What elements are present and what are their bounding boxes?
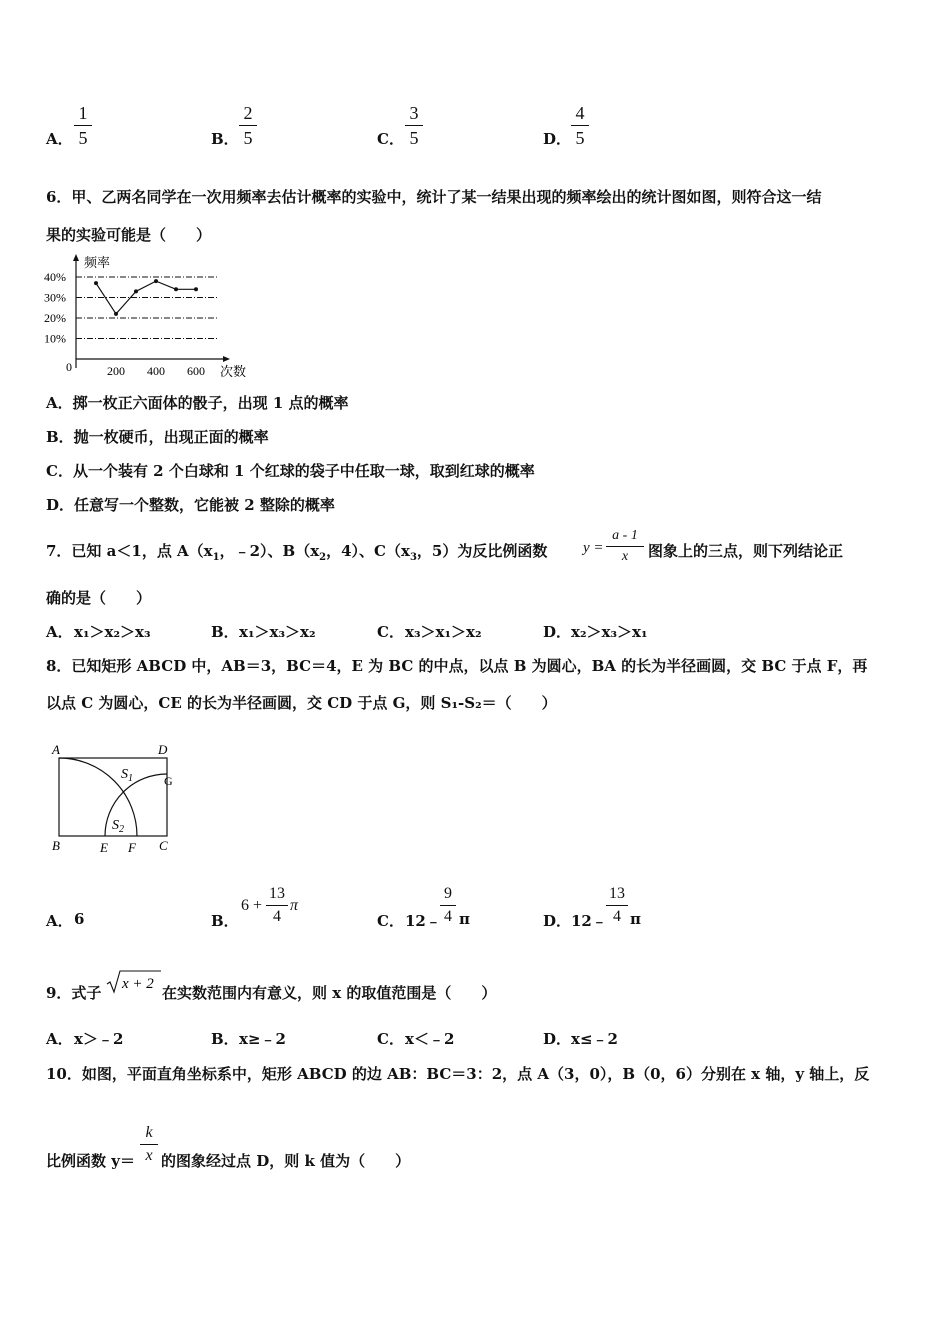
q7-function-y: y = <box>583 540 604 556</box>
q10-line2-pre: 比例函数 y＝ <box>46 1152 135 1170</box>
label-g: G <box>164 774 173 788</box>
q7-sub1: 1 <box>212 552 220 563</box>
denominator: 5 <box>409 128 419 148</box>
q7-option-a: x₁＞x₂＞x₃ <box>74 623 151 641</box>
q10-fraction <box>140 1124 158 1165</box>
q8-option-b-pre: 6 + <box>241 897 263 914</box>
q7-text-mid1: ，﹣2）、B（x <box>219 542 320 560</box>
q9-option-b: x≥﹣2 <box>239 1030 286 1048</box>
q7-sub3: 3 <box>409 552 417 563</box>
q8-option-c-fraction <box>440 885 456 926</box>
q8-option-c-pi: π <box>459 910 470 928</box>
y-tick-label: 30% <box>44 290 66 305</box>
q5-option-d-fraction <box>571 103 589 148</box>
q8-question-line1: 8．已知矩形 ABCD 中，AB＝3，BC＝4，E 为 BC 的中点，以点 B 为圆心，BA 的长为半径画圆，交 BC 于点 F，再 <box>46 657 868 675</box>
q7-option-c-letter: C． <box>377 623 404 641</box>
q7-function-fraction <box>606 528 644 565</box>
numerator: k <box>145 1124 153 1141</box>
y-axis-arrow <box>73 254 79 261</box>
q5-option-a-fraction <box>74 103 92 148</box>
x-axis-label: 次数 <box>220 364 247 379</box>
q7-text-mid3: ，5）为反比例函数 <box>416 542 548 560</box>
denominator: 4 <box>613 908 621 925</box>
q10-line2-post: 的图象经过点 D，则 k 值为（ ） <box>161 1152 411 1170</box>
q8-question-line2: 以点 C 为圆心，CE 的长为半径画圆，交 CD 于点 G，则 S₁-S₂＝（ ） <box>46 694 557 712</box>
q8-option-b-pi: π <box>290 897 299 914</box>
q6-question-line1: 6．甲、乙两名同学在一次用频率去估计概率的实验中，统计了某一结果出现的频率绘出的统计图如图，则符合这一结 <box>46 188 822 206</box>
denominator: 5 <box>575 128 585 148</box>
denominator: x <box>621 549 629 564</box>
q8-option-a-letter: A． <box>46 912 73 930</box>
numerator: 1 <box>78 103 88 123</box>
q9-option-b-letter: B． <box>211 1030 239 1048</box>
label-s2: $S_2$ <box>112 818 124 835</box>
q9-option-c: x＜﹣2 <box>405 1030 455 1048</box>
denominator: 4 <box>444 908 452 925</box>
data-point <box>94 281 98 285</box>
data-point <box>154 279 158 283</box>
y-tick-label: 20% <box>44 311 66 325</box>
denominator: 5 <box>78 128 88 148</box>
denominator: x <box>145 1147 153 1164</box>
q9-text-pre: 9．式子 <box>46 984 102 1002</box>
q7-question-line2: 确的是（ ） <box>46 589 152 607</box>
q8-option-b-letter: B． <box>211 912 239 930</box>
q6-option-b: B．抛一枚硬币，出现正面的概率 <box>46 428 269 446</box>
denominator: 4 <box>273 908 281 925</box>
q7-sub2: 2 <box>319 552 327 563</box>
label-a: A <box>52 742 60 757</box>
q7-option-c: x₃＞x₁＞x₂ <box>405 623 482 641</box>
x-tick-label: 400 <box>147 364 165 378</box>
q6-question-line2: 果的实验可能是（ ） <box>46 226 212 244</box>
q9-option-d: x≤﹣2 <box>571 1030 618 1048</box>
label-c: C <box>159 838 168 853</box>
numerator: 4 <box>575 103 585 123</box>
q6-option-c: C．从一个装有 2 个白球和 1 个红球的袋子中任取一球，取到红球的概率 <box>46 462 535 480</box>
q8-option-c-letter: C． <box>377 912 404 930</box>
numerator: 13 <box>269 885 285 902</box>
q7-text-mid2: ，4）、C（x <box>326 542 410 560</box>
data-point <box>134 289 138 293</box>
q6-option-d: D．任意写一个整数，它能被 2 整除的概率 <box>46 496 335 514</box>
q8-option-d-letter: D． <box>543 912 572 930</box>
label-s1: $S_1$ <box>121 767 133 784</box>
label-e: E <box>100 840 108 855</box>
q9-option-a-letter: A． <box>46 1030 73 1048</box>
y-tick-label: 10% <box>44 331 66 346</box>
q8-option-a: 6 <box>74 910 85 928</box>
denominator: 5 <box>243 128 253 148</box>
q5-option-c-letter: C． <box>377 130 404 148</box>
q9-text-post: 在实数范围内有意义，则 x 的取值范围是（ ） <box>162 984 497 1002</box>
q8-option-d-pi: π <box>630 910 641 928</box>
rectangle-figure <box>46 740 186 858</box>
data-point <box>174 287 178 291</box>
label-b: B <box>52 838 60 853</box>
q9-option-d-letter: D． <box>543 1030 572 1048</box>
frequency-chart <box>40 252 260 380</box>
numerator: a - 1 <box>612 528 638 543</box>
numerator: 3 <box>409 103 419 123</box>
label-f: F <box>128 840 136 855</box>
sqrt-symbol <box>106 968 162 996</box>
q7-option-d: x₂＞x₃＞x₁ <box>571 623 648 641</box>
q10-question-line1: 10．如图，平面直角坐标系中，矩形 ABCD 的边 AB：BC＝3：2，点 A（3，0），B（0，6）分别在 x 轴，y 轴上，反 <box>46 1065 870 1083</box>
y-tick-label: 40% <box>44 270 66 284</box>
q8-option-c-pre: 12﹣ <box>405 912 441 930</box>
x-tick-label: 600 <box>187 364 205 378</box>
q7-option-b: x₁＞x₃＞x₂ <box>239 623 316 641</box>
q8-option-d-pre: 12﹣ <box>571 912 607 930</box>
q5-option-d-letter: D． <box>543 130 572 148</box>
label-d: D <box>158 742 168 757</box>
q9-option-c-letter: C． <box>377 1030 404 1048</box>
data-point <box>114 312 118 316</box>
q7-option-d-letter: D． <box>543 623 572 641</box>
q7-text-suffix: 图象上的三点，则下列结论正 <box>648 542 844 560</box>
sqrt-radicand: x + 2 <box>122 976 154 992</box>
numerator: 13 <box>609 885 625 902</box>
x-axis-arrow <box>223 356 230 362</box>
origin-label: 0 <box>66 360 72 374</box>
numerator: 2 <box>243 103 253 123</box>
q7-question-line1 <box>46 540 547 563</box>
x-tick-label: 200 <box>107 364 125 378</box>
q8-option-d-fraction <box>606 885 628 926</box>
q6-option-a: A．掷一枚正六面体的骰子，出现 1 点的概率 <box>46 394 349 412</box>
numerator: 9 <box>444 885 452 902</box>
y-axis-label: 频率 <box>84 255 111 270</box>
q5-option-a-letter: A． <box>46 130 73 148</box>
q7-option-b-letter: B． <box>211 623 239 641</box>
q7-text-prefix: 7．已知 a＜1，点 A（x <box>46 542 213 560</box>
data-point <box>194 287 198 291</box>
q8-option-b-fraction <box>266 885 288 926</box>
q5-option-c-fraction <box>405 103 423 148</box>
q9-option-a: x＞﹣2 <box>74 1030 124 1048</box>
q5-option-b-letter: B． <box>211 130 239 148</box>
q5-option-b-fraction <box>239 103 257 148</box>
q7-option-a-letter: A． <box>46 623 73 641</box>
